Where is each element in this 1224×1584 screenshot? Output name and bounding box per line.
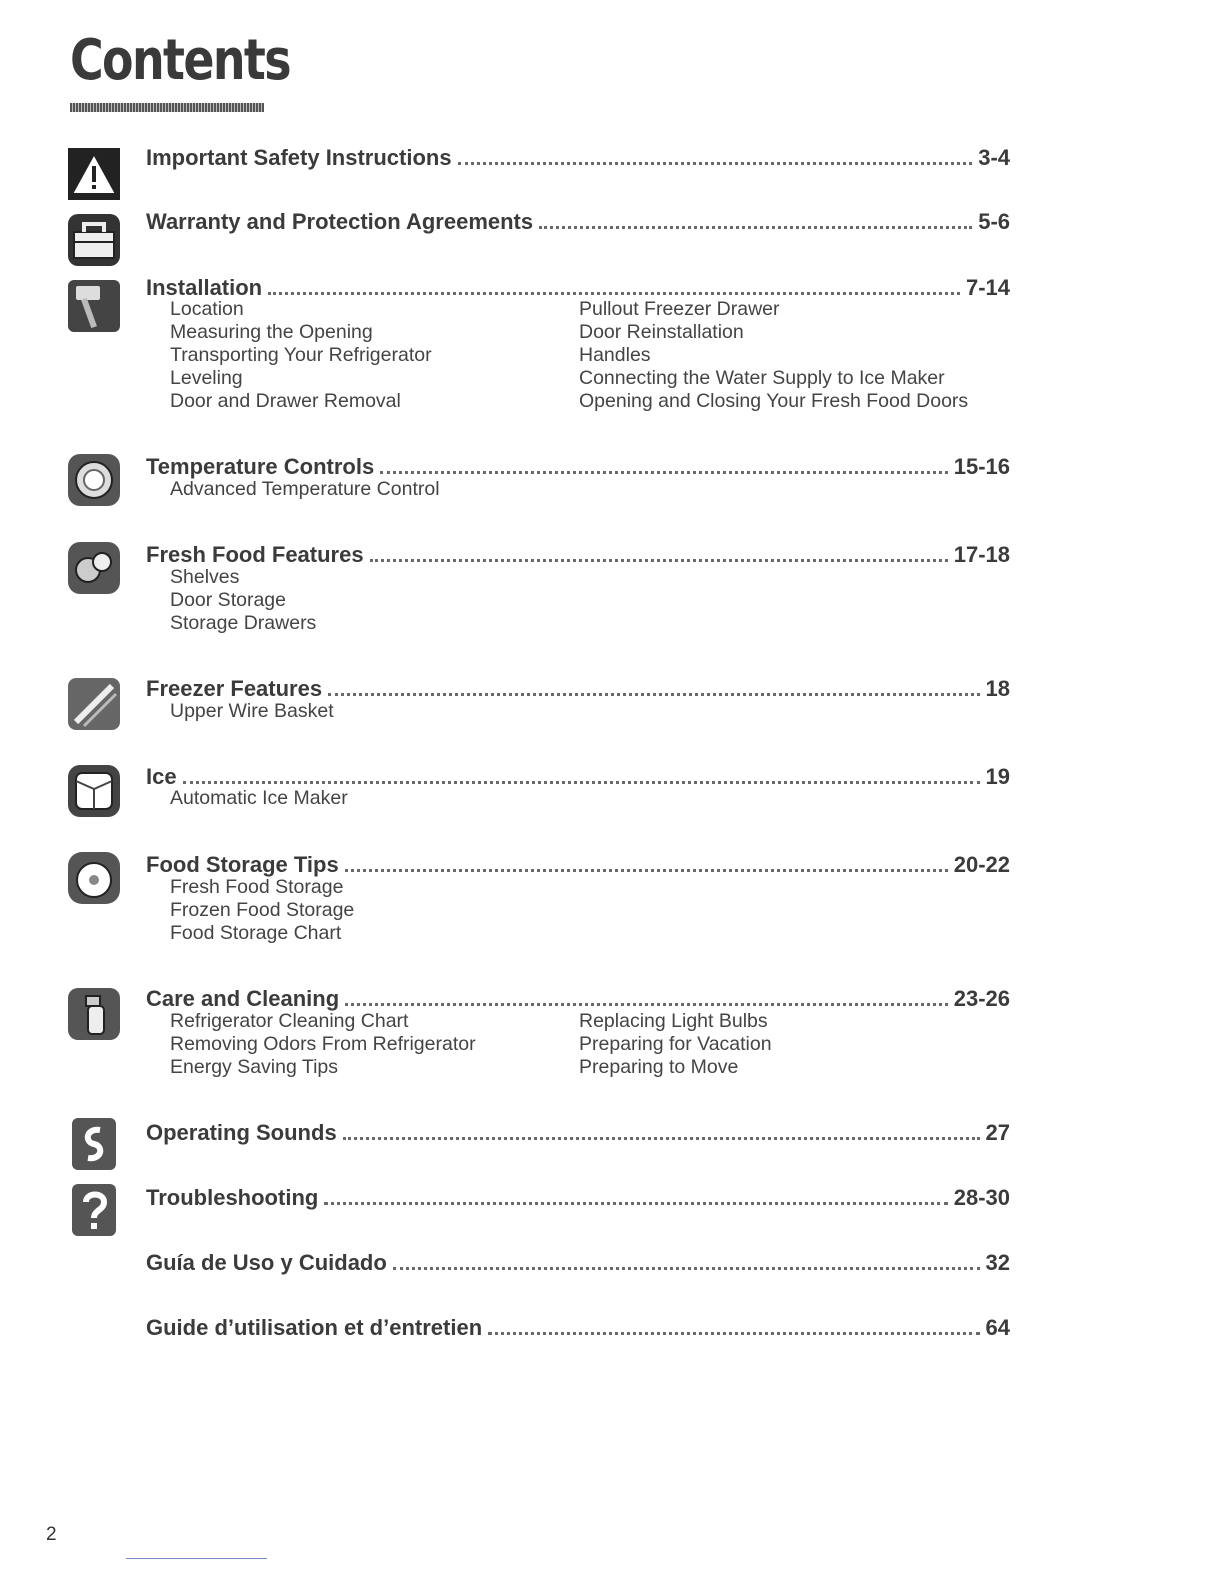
list-item[interactable]: Upper Wire Basket: [170, 700, 334, 722]
section-title: Installation: [146, 275, 263, 300]
dot-leader: [345, 869, 948, 872]
dot-leader: [183, 781, 980, 784]
freezer-icon: [66, 676, 122, 732]
dial-icon: [66, 452, 122, 508]
ice-cube-icon: [66, 763, 122, 819]
section-title: Food Storage Tips: [146, 852, 339, 877]
list-item[interactable]: Location: [170, 298, 244, 320]
dot-leader: [539, 226, 972, 229]
page-range: 23-26: [953, 986, 1010, 1011]
list-item[interactable]: Shelves: [170, 566, 240, 588]
page-range: 3-4: [978, 145, 1010, 170]
list-item[interactable]: Connecting the Water Supply to Ice Maker: [579, 367, 945, 389]
dot-leader: [324, 1202, 947, 1205]
list-item[interactable]: Fresh Food Storage: [170, 876, 344, 898]
list-item[interactable]: Pullout Freezer Drawer: [579, 298, 780, 320]
list-item[interactable]: Leveling: [170, 367, 243, 389]
list-item[interactable]: Door and Drawer Removal: [170, 390, 401, 412]
list-item[interactable]: Removing Odors From Refrigerator: [170, 1033, 476, 1055]
list-item[interactable]: Preparing to Move: [579, 1056, 739, 1078]
section-title: Guía de Uso y Cuidado: [146, 1250, 387, 1275]
list-item[interactable]: Food Storage Chart: [170, 922, 342, 944]
list-item[interactable]: Frozen Food Storage: [170, 899, 355, 921]
produce-icon: [66, 540, 122, 596]
section-title: Guide d’utilisation et d’entretien: [146, 1315, 483, 1340]
page-range: 64: [985, 1315, 1010, 1340]
dot-leader: [458, 162, 973, 165]
list-item[interactable]: Storage Drawers: [170, 612, 317, 634]
section-title: Fresh Food Features: [146, 542, 364, 567]
dot-leader: [345, 1003, 948, 1006]
section-title: Warranty and Protection Agreements: [146, 209, 534, 234]
dot-leader: [380, 471, 948, 474]
list-item[interactable]: Automatic Ice Maker: [170, 787, 348, 809]
footer-rule: [126, 1558, 267, 1559]
page-range: 5-6: [978, 209, 1010, 234]
dot-leader: [343, 1137, 980, 1140]
list-item[interactable]: Replacing Light Bulbs: [579, 1010, 768, 1032]
dot-leader: [488, 1332, 979, 1335]
section-title: Operating Sounds: [146, 1120, 337, 1145]
warning-icon: [66, 146, 122, 202]
list-item[interactable]: Door Reinstallation: [579, 321, 744, 343]
page-range: 17-18: [953, 542, 1010, 567]
hammer-icon: [66, 278, 122, 334]
toolbox-icon: [66, 212, 122, 268]
dot-leader: [268, 292, 960, 295]
dot-leader: [328, 693, 979, 696]
spray-bottle-icon: [66, 986, 122, 1042]
page-range: 15-16: [953, 454, 1010, 479]
list-item[interactable]: Transporting Your Refrigerator: [170, 344, 432, 366]
page-range: 19: [985, 764, 1010, 789]
title-underline: [70, 103, 264, 112]
section-title: Troubleshooting: [146, 1185, 319, 1210]
dot-leader: [393, 1267, 980, 1270]
page-range: 28-30: [953, 1185, 1010, 1210]
page-range: 7-14: [965, 275, 1010, 300]
page-title: Contents: [70, 28, 290, 93]
section-title: Care and Cleaning: [146, 986, 340, 1011]
page-range: 18: [985, 676, 1010, 701]
list-item[interactable]: Opening and Closing Your Fresh Food Doors: [579, 390, 969, 412]
dot-leader: [370, 559, 948, 562]
page-range: 27: [985, 1120, 1010, 1145]
question-icon: [66, 1182, 122, 1238]
list-item[interactable]: Energy Saving Tips: [170, 1056, 339, 1078]
page-range: 32: [985, 1250, 1010, 1275]
list-item[interactable]: Advanced Temperature Control: [170, 478, 440, 500]
list-item[interactable]: Refrigerator Cleaning Chart: [170, 1010, 409, 1032]
list-item[interactable]: Door Storage: [170, 589, 286, 611]
list-item[interactable]: Handles: [579, 344, 651, 366]
section-title: Temperature Controls: [146, 454, 375, 479]
page-range: 20-22: [953, 852, 1010, 877]
list-item[interactable]: Measuring the Opening: [170, 321, 373, 343]
food-storage-icon: [66, 850, 122, 906]
section-title: Freezer Features: [146, 676, 323, 701]
page-number: 2: [46, 1524, 57, 1545]
sound-icon: [66, 1116, 122, 1172]
list-item[interactable]: Preparing for Vacation: [579, 1033, 772, 1055]
section-title: Important Safety Instructions: [146, 145, 452, 170]
section-title: Ice: [146, 764, 177, 789]
